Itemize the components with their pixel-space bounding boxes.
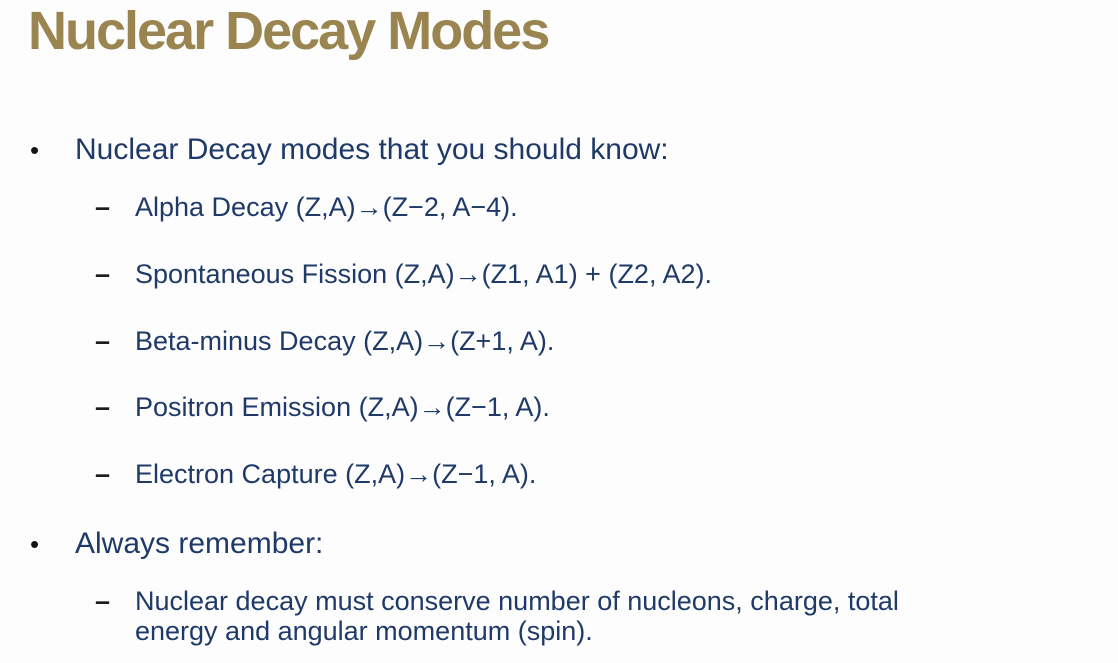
sub-item-alpha-decay bbox=[95, 192, 518, 223]
sub-item-line-2: energy and angular momentum (spin). bbox=[135, 616, 593, 646]
sub-item-beta-minus-decay bbox=[95, 326, 554, 357]
dash-marker: – bbox=[95, 586, 111, 616]
sub-item-line-1: Nuclear decay must conserve number of nucleons, charge, total bbox=[135, 586, 899, 616]
dash-marker: – bbox=[95, 259, 111, 289]
sub-item-positron-emission bbox=[95, 392, 550, 423]
bullet-marker: • bbox=[30, 529, 40, 559]
sub-item-label: Electron Capture (Z,A)→(Z−1, A). bbox=[135, 459, 537, 489]
sub-item-label bbox=[135, 586, 1118, 646]
bullet-item-always-remember bbox=[30, 527, 323, 561]
sub-item-label: Alpha Decay (Z,A)→(Z−2, A−4). bbox=[135, 192, 518, 222]
sub-item-conservation-rule bbox=[95, 586, 1118, 646]
slide-title: Nuclear Decay Modes bbox=[28, 1, 549, 61]
dash-marker: – bbox=[95, 459, 111, 489]
bullet-item-label: Nuclear Decay modes that you should know: bbox=[75, 133, 669, 166]
bullet-marker: • bbox=[30, 135, 40, 165]
bullet-item-label: Always remember: bbox=[75, 527, 324, 560]
sub-item-spontaneous-fission bbox=[95, 259, 712, 290]
sub-item-label: Positron Emission (Z,A)→(Z−1, A). bbox=[135, 392, 550, 422]
dash-marker: – bbox=[95, 392, 111, 422]
sub-item-label: Spontaneous Fission (Z,A)→(Z1, A1) + (Z2, A2). bbox=[135, 259, 712, 289]
bullet-item-know bbox=[30, 133, 669, 167]
sub-item-electron-capture bbox=[95, 459, 536, 490]
dash-marker: – bbox=[95, 326, 111, 356]
sub-item-label: Beta-minus Decay (Z,A)→(Z+1, A). bbox=[135, 326, 555, 356]
dash-marker: – bbox=[95, 192, 111, 222]
